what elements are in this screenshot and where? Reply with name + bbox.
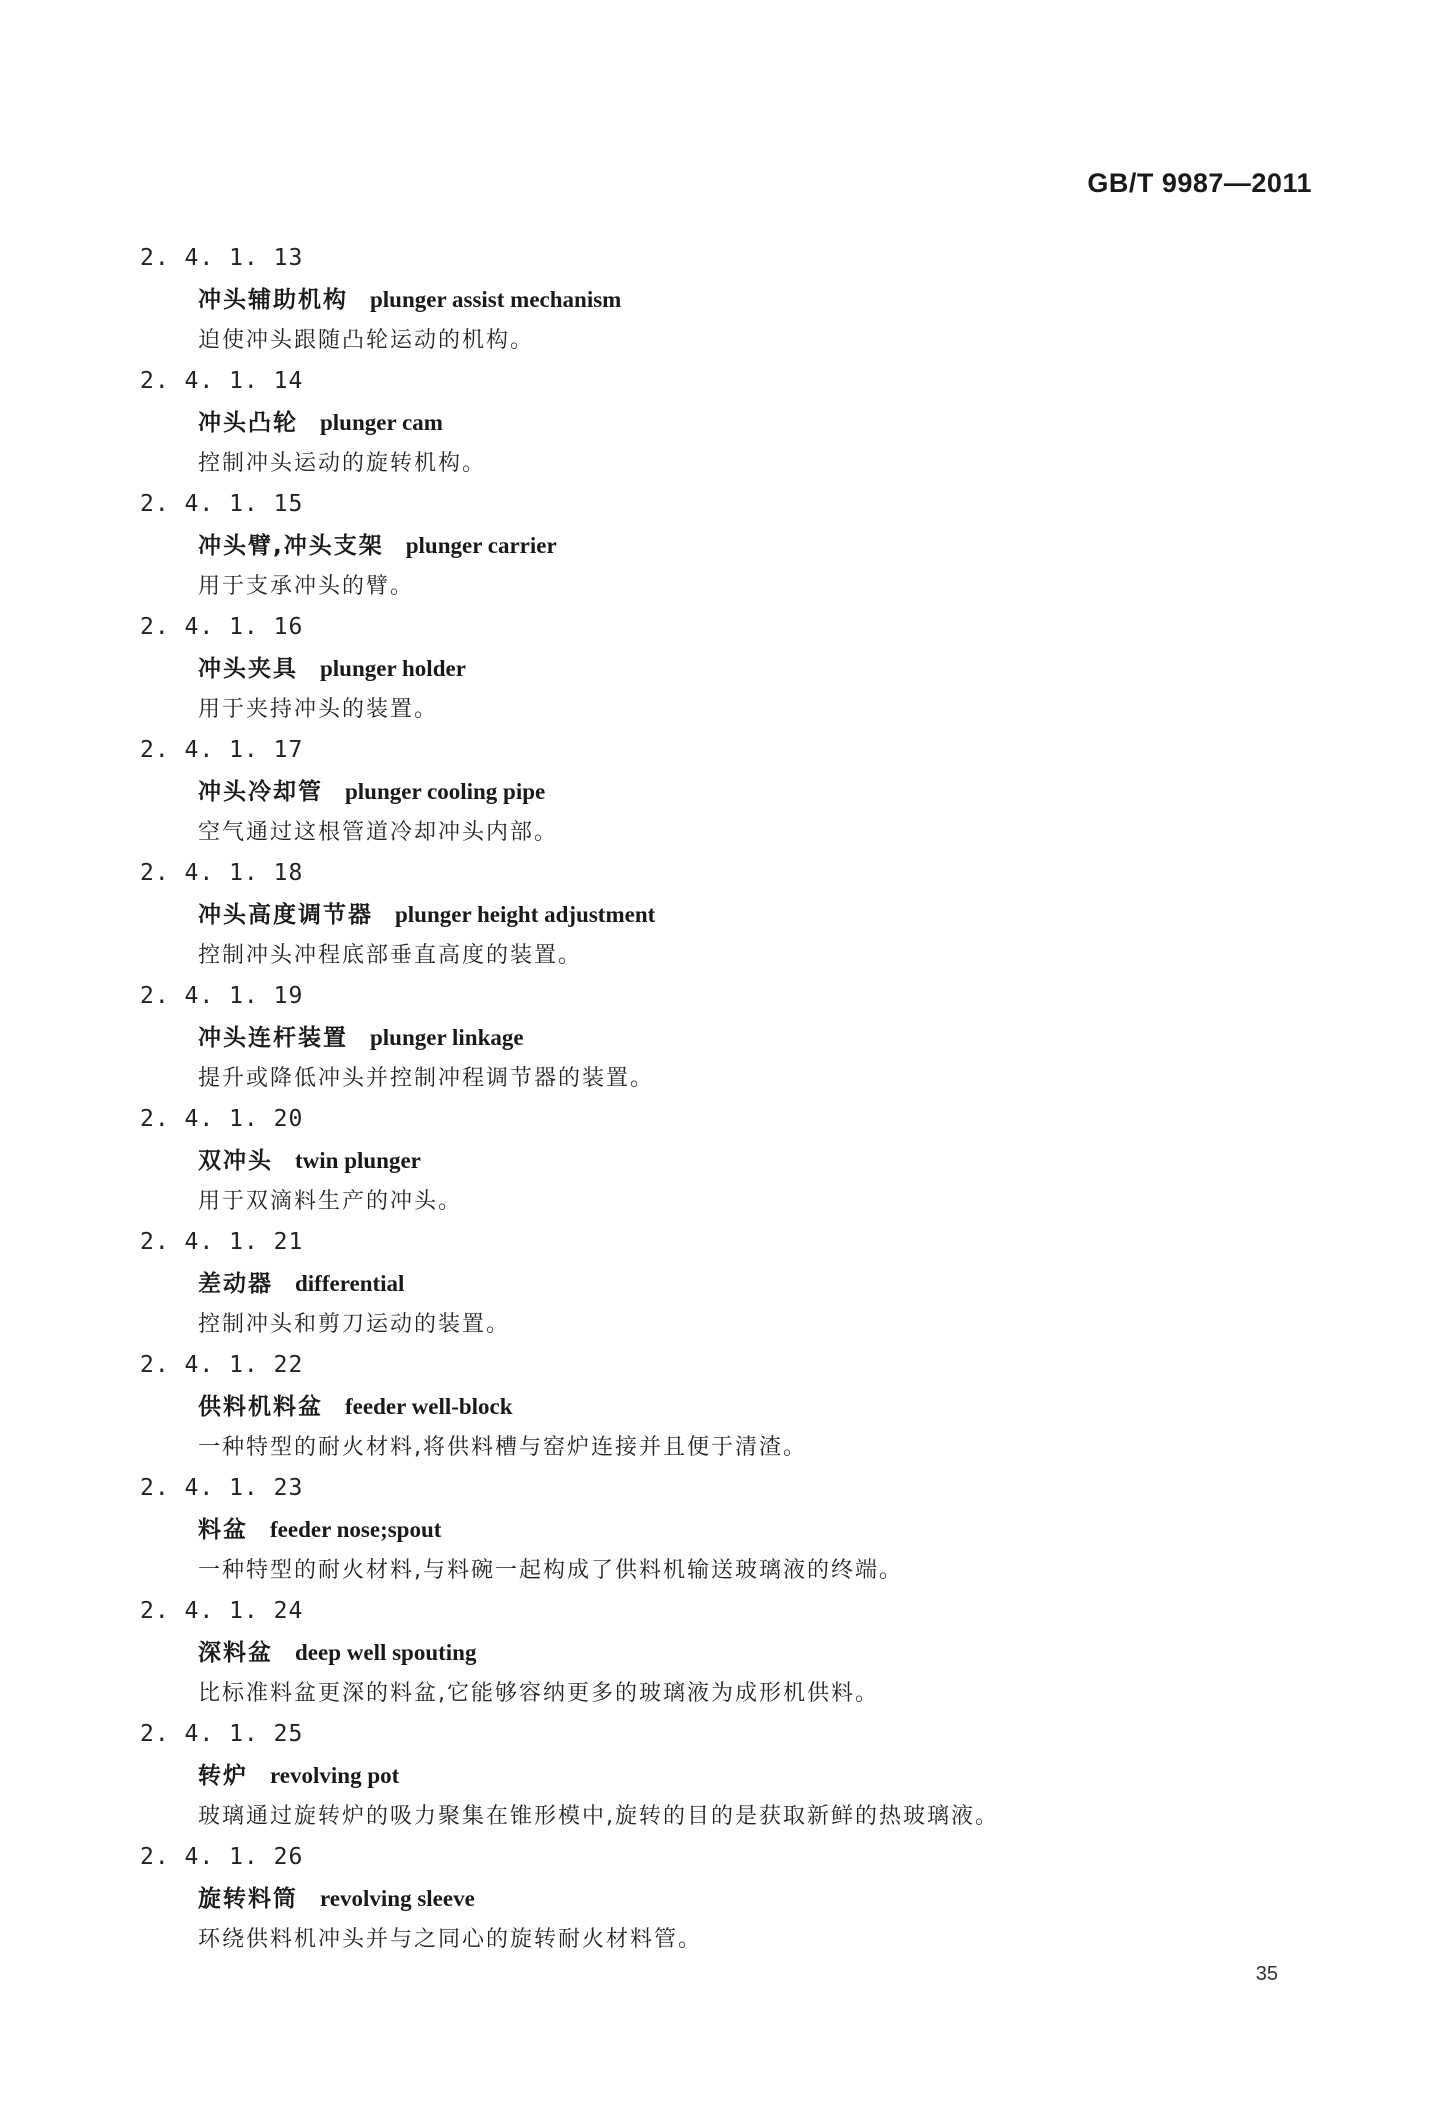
term-chinese: 冲头高度调节器 — [198, 902, 373, 928]
entry-number: 2. 4. 1. 18 — [140, 860, 304, 886]
entry-definition: 玻璃通过旋转炉的吸力聚集在锥形模中,旋转的目的是获取新鲜的热玻璃液。 — [198, 1804, 999, 1829]
entry-term — [140, 894, 1320, 935]
term-chinese: 冲头冷却管 — [198, 779, 323, 805]
term-english: plunger height adjustment — [395, 902, 656, 927]
entry-term — [140, 525, 1320, 566]
term-english: deep well spouting — [295, 1640, 477, 1665]
entry-term — [140, 279, 1320, 320]
entry-definition: 用于双滴料生产的冲头。 — [198, 1189, 463, 1214]
term-english: plunger cooling pipe — [345, 779, 546, 804]
entry-term — [140, 1755, 1320, 1796]
term-entry — [140, 1468, 1320, 1591]
entry-number: 2. 4. 1. 15 — [140, 491, 304, 517]
entry-term — [140, 1017, 1320, 1058]
term-english: feeder nose;spout — [270, 1517, 442, 1542]
entry-definition: 控制冲头和剪刀运动的装置。 — [198, 1312, 511, 1337]
entry-number: 2. 4. 1. 19 — [140, 983, 304, 1009]
entry-definition: 用于支承冲头的臂。 — [198, 574, 415, 599]
entry-term — [140, 1386, 1320, 1427]
term-chinese: 供料机料盆 — [198, 1394, 323, 1420]
entry-number: 2. 4. 1. 16 — [140, 614, 304, 640]
term-english: plunger linkage — [370, 1025, 524, 1050]
term-english: plunger carrier — [405, 533, 557, 558]
page-number: 35 — [1255, 1963, 1278, 1985]
term-chinese: 料盆 — [198, 1517, 248, 1543]
entry-term — [140, 402, 1320, 443]
entry-term — [140, 1263, 1320, 1304]
entry-number: 2. 4. 1. 20 — [140, 1106, 304, 1132]
term-chinese: 转炉 — [198, 1763, 248, 1789]
term-entry — [140, 730, 1320, 853]
entry-term — [140, 1140, 1320, 1181]
term-chinese: 深料盆 — [198, 1640, 273, 1666]
term-entry — [140, 976, 1320, 1099]
entry-definition: 一种特型的耐火材料,与料碗一起构成了供料机输送玻璃液的终端。 — [198, 1558, 903, 1583]
entry-term — [140, 648, 1320, 689]
entry-definition: 用于夹持冲头的装置。 — [198, 697, 439, 722]
term-english: revolving sleeve — [320, 1886, 475, 1911]
term-entry — [140, 607, 1320, 730]
term-entries — [140, 238, 1320, 1960]
entry-number: 2. 4. 1. 26 — [140, 1844, 304, 1870]
term-entry — [140, 1345, 1320, 1468]
term-entry — [140, 1099, 1320, 1222]
entry-number: 2. 4. 1. 14 — [140, 368, 304, 394]
entry-number: 2. 4. 1. 25 — [140, 1721, 304, 1747]
standard-code: GB/T 9987—2011 — [1087, 168, 1312, 198]
term-entry — [140, 484, 1320, 607]
entry-definition: 提升或降低冲头并控制冲程调节器的装置。 — [198, 1066, 655, 1091]
term-chinese: 冲头辅助机构 — [198, 287, 348, 313]
entry-number: 2. 4. 1. 23 — [140, 1475, 304, 1501]
term-entry — [140, 1222, 1320, 1345]
entry-number: 2. 4. 1. 22 — [140, 1352, 304, 1378]
term-entry — [140, 1714, 1320, 1837]
term-english: plunger cam — [320, 410, 443, 435]
term-entry — [140, 1837, 1320, 1960]
entry-definition: 控制冲头冲程底部垂直高度的装置。 — [198, 943, 583, 968]
entry-term — [140, 771, 1320, 812]
term-entry — [140, 238, 1320, 361]
term-entry — [140, 361, 1320, 484]
entry-term — [140, 1509, 1320, 1550]
term-english: twin plunger — [295, 1148, 421, 1173]
term-entry — [140, 853, 1320, 976]
term-chinese: 冲头连杆装置 — [198, 1025, 348, 1051]
term-chinese: 冲头夹具 — [198, 656, 298, 682]
term-english: differential — [295, 1271, 405, 1296]
term-entry — [140, 1591, 1320, 1714]
term-chinese: 冲头臂,冲头支架 — [198, 533, 384, 559]
entry-term — [140, 1632, 1320, 1673]
entry-definition: 一种特型的耐火材料,将供料槽与窑炉连接并且便于清渣。 — [198, 1435, 807, 1460]
term-english: feeder well-block — [345, 1394, 513, 1419]
entry-definition: 环绕供料机冲头并与之同心的旋转耐火材料管。 — [198, 1927, 703, 1952]
entry-number: 2. 4. 1. 13 — [140, 245, 304, 271]
term-english: revolving pot — [270, 1763, 400, 1788]
entry-definition: 空气通过这根管道冷却冲头内部。 — [198, 820, 559, 845]
entry-number: 2. 4. 1. 24 — [140, 1598, 304, 1624]
term-english: plunger holder — [320, 656, 466, 681]
entry-term — [140, 1878, 1320, 1919]
entry-definition: 迫使冲头跟随凸轮运动的机构。 — [198, 328, 535, 353]
entry-definition: 控制冲头运动的旋转机构。 — [198, 451, 487, 476]
entry-number: 2. 4. 1. 21 — [140, 1229, 304, 1255]
term-chinese: 旋转料筒 — [198, 1886, 298, 1912]
entry-number: 2. 4. 1. 17 — [140, 737, 304, 763]
term-chinese: 差动器 — [198, 1271, 273, 1297]
term-chinese: 冲头凸轮 — [198, 410, 298, 436]
term-english: plunger assist mechanism — [370, 287, 622, 312]
term-chinese: 双冲头 — [198, 1148, 273, 1174]
entry-definition: 比标准料盆更深的料盆,它能够容纳更多的玻璃液为成形机供料。 — [198, 1681, 879, 1706]
